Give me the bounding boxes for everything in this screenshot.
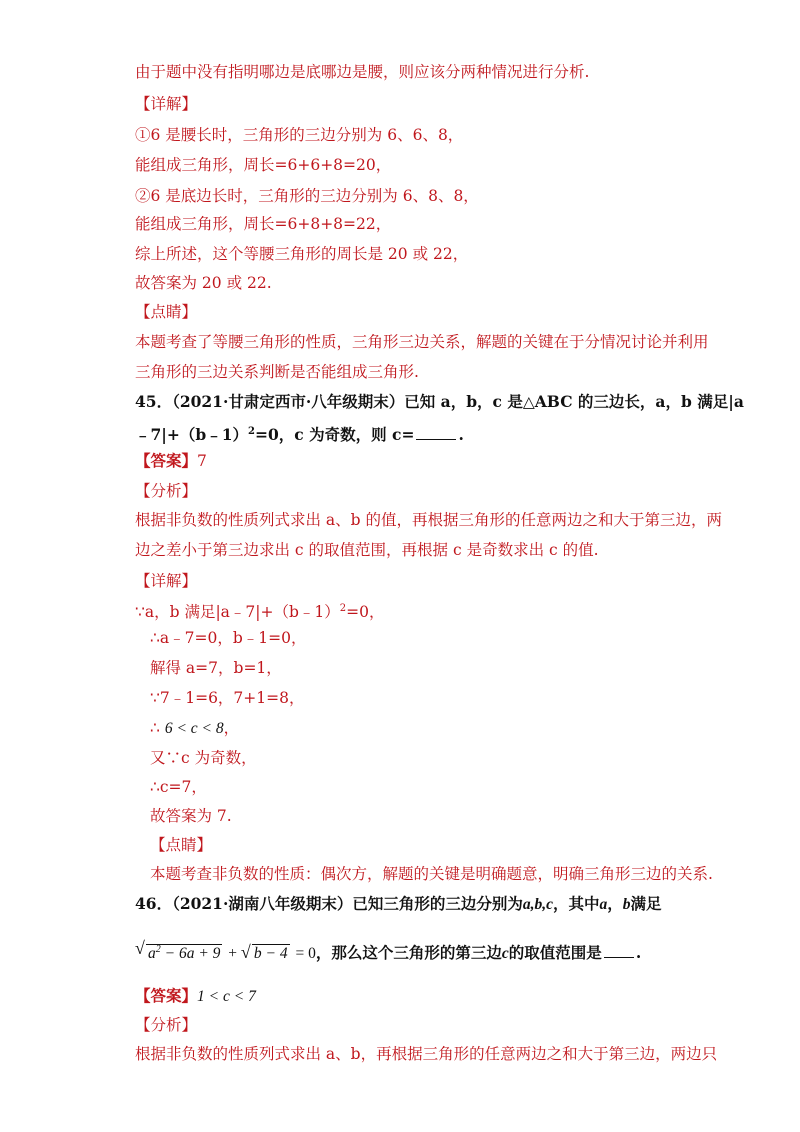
text-line: ∴c=7， (150, 778, 207, 796)
text-line: 故答案为 7. (150, 807, 232, 825)
plus-sign: + (224, 945, 241, 962)
radicand: $a^2 - 6a + 9$ (148, 944, 221, 962)
text-line: 由于题中没有指明哪边是底哪边是腰，则应该分两种情况进行分析. (135, 63, 590, 81)
question-46-text: ，那么这个三角形的第三边 (315, 943, 502, 962)
question-46-line-2 (135, 940, 641, 964)
text-line: 故答案为 20 或 22. (135, 274, 272, 292)
question-45-text: . (458, 425, 464, 444)
question-45-line-1: 45．（2021·甘肃定西市·八年级期末）已知 a，b，c 是△ABC 的三边长，a，b 满足|a (135, 392, 744, 411)
answer-line-45 (135, 451, 207, 471)
text-line: 三角形的三边关系判断是否能组成三角形. (135, 363, 419, 381)
section-label-detail: 【详解】 (135, 572, 198, 590)
equals-zero: = 0 (291, 945, 316, 962)
superscript: 2 (339, 603, 347, 614)
text-line (150, 718, 239, 739)
answer-label: 【答案】 (135, 451, 198, 470)
question-46-text: ， (607, 894, 623, 913)
text-line: 本题考查非负数的性质：偶次方，解题的关键是明确题意，明确三角形三边的关系. (150, 865, 713, 883)
math-variable: b (622, 896, 631, 913)
text-line: 能组成三角形，周长=6+6+8=20， (135, 156, 392, 174)
text-line: 根据非负数的性质列式求出 a、b，再根据三角形的任意两边之和大于第三边，两边只 (135, 1045, 718, 1063)
answer-label: 【答案】 (135, 986, 198, 1005)
text-line: 综上所述，这个等腰三角形的周长是 20 或 22， (135, 245, 469, 263)
inequality-formula: 6 < c < 8 (164, 720, 224, 737)
text-line: 能组成三角形，周长=6+8+8=22， (135, 215, 392, 233)
text-line: 根据非负数的性质列式求出 a、b 的值，再根据三角形的任意两边之和大于第三边，两 (135, 511, 723, 529)
answer-blank (416, 425, 456, 440)
section-label-analysis: 【分析】 (135, 1016, 198, 1034)
radical-sign: √ (240, 942, 251, 962)
answer-line-46 (135, 986, 256, 1007)
question-46-text: 46．（2021·湖南八年级期末）已知三角形的三边分别为 (135, 894, 523, 913)
text-line: ∵7﹣1=6，7+1=8， (150, 689, 305, 707)
math-variable: a (599, 896, 608, 913)
question-45-text: =0，c 为奇数，则 c= (255, 425, 415, 444)
solution-text: =0， (346, 603, 385, 621)
answer-formula: 1 < c < 7 (197, 988, 256, 1005)
question-45-text: ﹣7|+（b﹣1） (135, 425, 249, 444)
text-line: ②6 是底边长时，三角形的三边分别为 6、8、8， (135, 187, 479, 205)
question-45-line-2 (135, 422, 464, 445)
question-46-line-1 (135, 894, 662, 915)
punctuation: ， (223, 719, 240, 737)
radicand: b − 4 (253, 945, 288, 962)
answer-value: 7 (197, 452, 207, 470)
text-line: 又∵c 为奇数， (150, 749, 257, 767)
therefore-symbol: ∴ (150, 719, 160, 737)
math-variable: a,b,c (522, 896, 553, 913)
question-46-text: 满足 (630, 894, 662, 913)
superscript: 2 (248, 426, 256, 437)
sqrt-expression (135, 940, 222, 964)
question-46-text: . (635, 943, 642, 962)
section-label-analysis: 【分析】 (135, 482, 198, 500)
text-line: ①6 是腰长时，三角形的三边分别为 6、6、8， (135, 126, 464, 144)
question-46-text: ，其中 (553, 894, 600, 913)
section-label-comment: 【点睛】 (150, 836, 213, 854)
solution-text: ∵a，b 满足|a﹣7|+（b﹣1） (135, 603, 340, 621)
question-46-text: 的取值范围是 (508, 943, 602, 962)
radical-sign: √ (135, 938, 145, 958)
sqrt-expression (241, 944, 290, 964)
section-label-comment: 【点睛】 (135, 303, 198, 321)
answer-blank (604, 943, 634, 958)
text-line: ∴a﹣7=0，b﹣1=0， (150, 629, 307, 647)
text-line: 边之差小于第三边求出 c 的取值范围，再根据 c 是奇数求出 c 的值. (135, 541, 599, 559)
math-variable: c (501, 945, 509, 962)
text-line (135, 599, 385, 622)
section-label-detail: 【详解】 (135, 95, 198, 113)
text-line: 解得 a=7，b=1， (150, 659, 282, 677)
text-line: 本题考查了等腰三角形的性质，三角形三边关系，解题的关键在于分情况讨论并利用 (135, 333, 709, 351)
